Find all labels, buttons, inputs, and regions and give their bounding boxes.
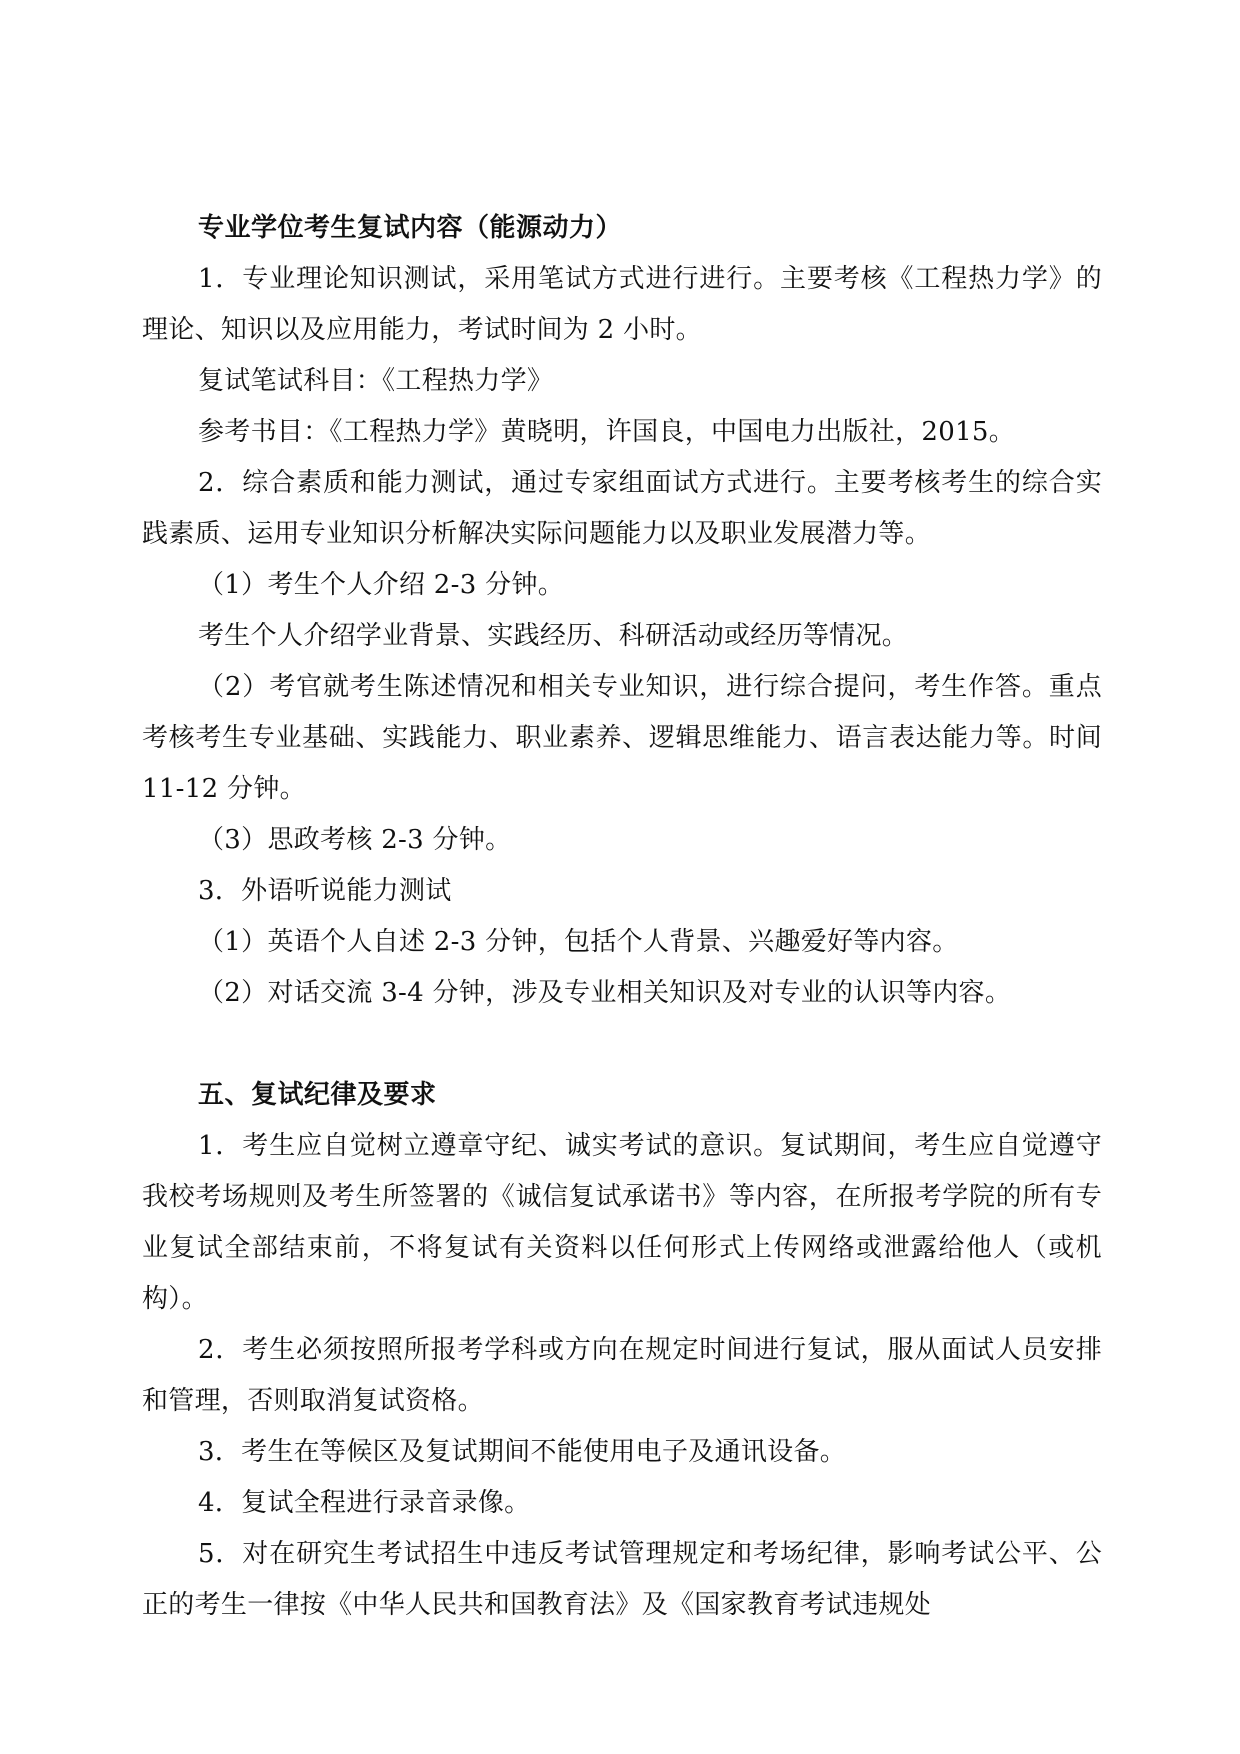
document-body [142,203,1102,1631]
paragraph: 3．考生在等候区及复试期间不能使用电子及通讯设备。 [198,1437,847,1467]
paragraph: 1．专业理论知识测试，采用笔试方式进行进行。主要考核《工程热力学》的理论、知识以及应用能力，考试时间为 2 小时。 [142,264,1102,345]
paragraph: 2．综合素质和能力测试，通过专家组面试方式进行。主要考核考生的综合实践素质、运用专业知识分析解决实际问题能力以及职业发展潜力等。 [142,468,1102,549]
paragraph: （2）对话交流 3-4 分钟，涉及专业相关知识及对专业的认识等内容。 [198,978,1012,1008]
paragraph: 复试笔试科目：《工程热力学》 [198,366,554,396]
paragraph: （1）英语个人自述 2-3 分钟，包括个人背景、兴趣爱好等内容。 [198,927,959,957]
paragraph: 参考书目：《工程热力学》黄晓明，许国良，中国电力出版社，2015。 [198,417,1016,447]
section-spacer [142,1019,1102,1070]
paragraph: 2．考生必须按照所报考学科或方向在规定时间进行复试，服从面试人员安排和管理，否则取消复试资格。 [142,1335,1102,1416]
paragraph: 3．外语听说能力测试 [198,876,452,906]
section-heading-discipline: 五、复试纪律及要求 [198,1080,437,1110]
paragraph: （3）思政考核 2-3 分钟。 [198,825,512,855]
paragraph: 5．对在研究生考试招生中违反考试管理规定和考场纪律，影响考试公平、公正的考生一律按《中华人民共和国教育法》及《国家教育考试违规处 [142,1539,1102,1620]
section-heading-retest-content: 专业学位考生复试内容（能源动力） [198,213,623,243]
paragraph: （2）考官就考生陈述情况和相关专业知识，进行综合提问，考生作答。重点考核考生专业基础、实践能力、职业素养、逻辑思维能力、语言表达能力等。时间 11-12 分钟。 [142,672,1102,804]
paragraph: （1）考生个人介绍 2-3 分钟。 [198,570,565,600]
paragraph: 考生个人介绍学业背景、实践经历、科研活动或经历等情况。 [198,621,909,651]
paragraph: 1．考生应自觉树立遵章守纪、诚实考试的意识。复试期间，考生应自觉遵守我校考场规则及考生所签署的《诚信复试承诺书》等内容，在所报考学院的所有专业复试全部结束前，不将复试有关资料以任何形式上传网络或泄露给他人（或机构）。 [142,1131,1102,1314]
paragraph: 4．复试全程进行录音录像。 [198,1488,531,1518]
